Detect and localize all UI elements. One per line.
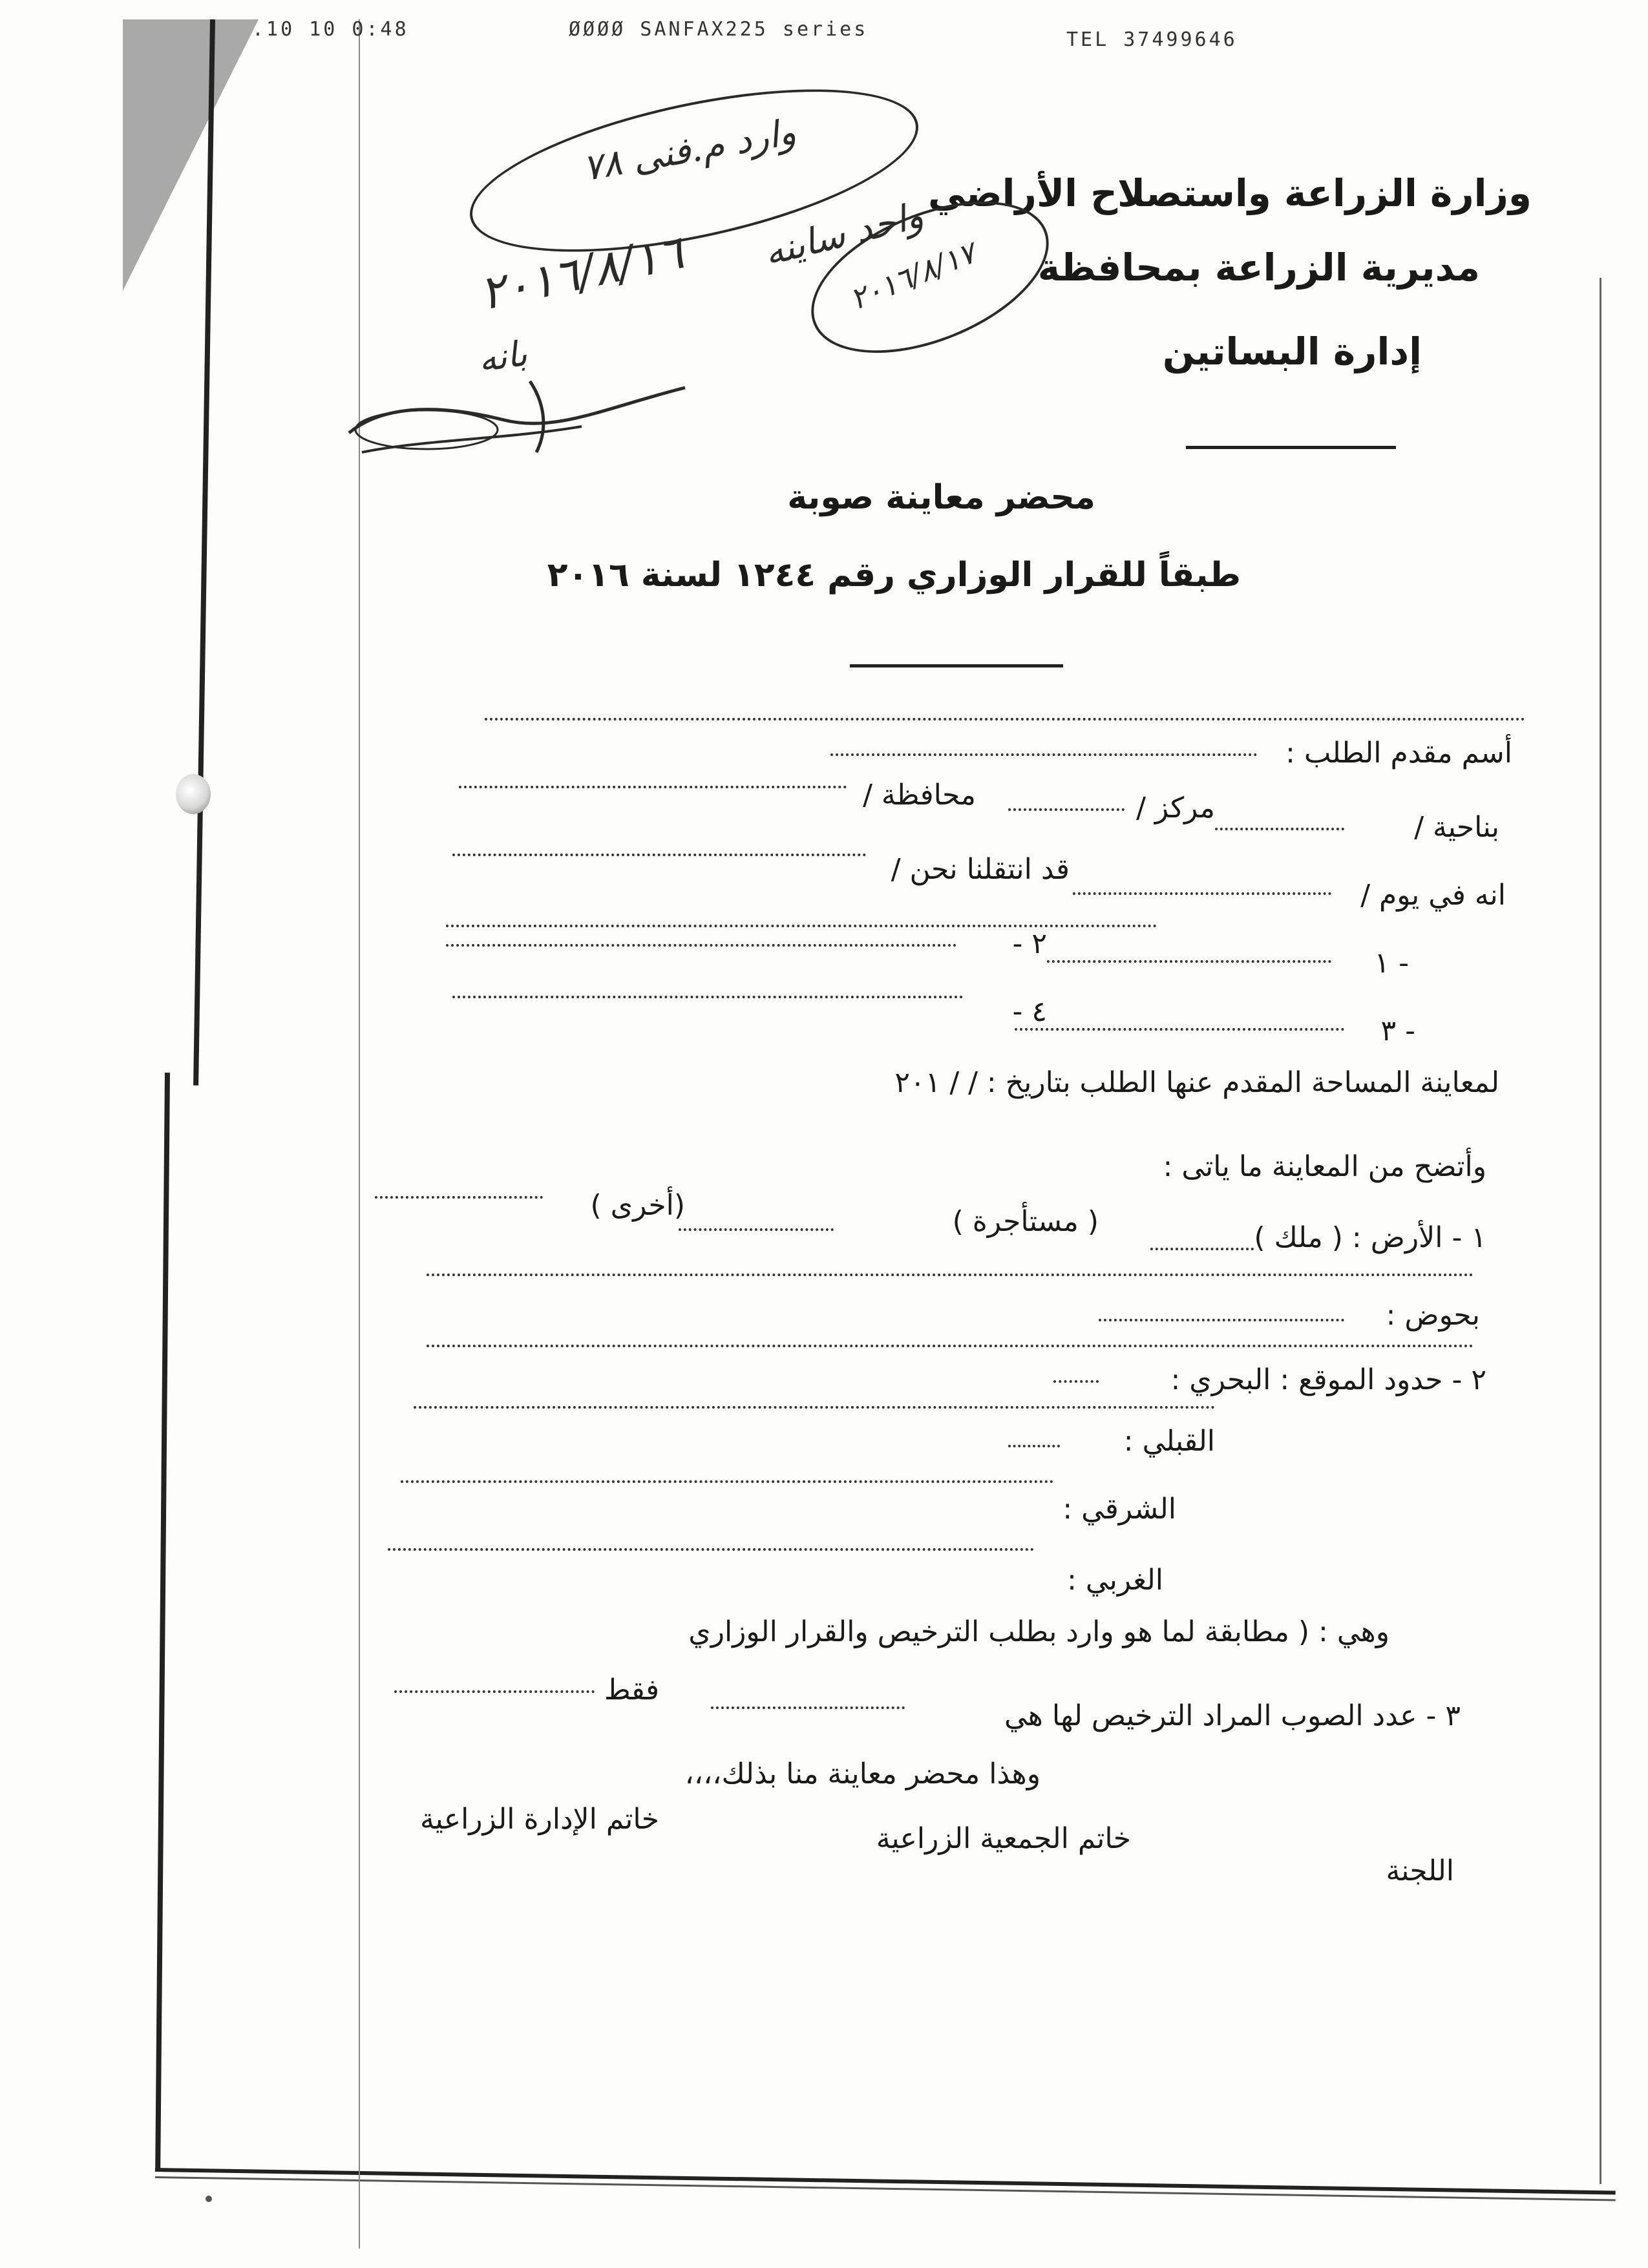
moved-label: قد انتقلنا نحن /	[891, 853, 1070, 886]
association-stamp-label: خاتم الجمعية الزراعية	[876, 1822, 1131, 1855]
bottom-dot	[206, 2196, 212, 2202]
applicant-dots	[830, 746, 1257, 759]
basin-dots	[1099, 1312, 1344, 1324]
member-4-label: - ٤	[1012, 995, 1047, 1028]
dotted-line	[452, 846, 866, 859]
ministry-name: وزارة الزراعة واستصلاح الأراضي	[927, 171, 1532, 215]
stamp-date: ٢٠١٦/٨/١٧	[845, 235, 980, 317]
member-3-label: ٣ -	[1380, 1014, 1415, 1047]
match-statement: وهي : ( مطابقة لما هو وارد بطلب الترخيص والقرار الوزاري	[688, 1615, 1389, 1648]
governorate-label: محافظة /	[863, 779, 976, 812]
center-label: مركز /	[1136, 792, 1215, 824]
directorate-name: مديرية الزراعة بمحافظة	[1037, 246, 1480, 289]
count-dots	[711, 1699, 905, 1712]
village-dots	[1215, 821, 1344, 833]
border-south-label: القبلي :	[1123, 1425, 1215, 1458]
findings-label: وأتضح من المعاينة ما ياتى :	[1163, 1150, 1486, 1183]
title-underline	[850, 664, 1063, 667]
other-dots	[375, 1189, 543, 1201]
border-south-dots	[1008, 1438, 1060, 1450]
dotted-line	[401, 1473, 1053, 1486]
dotted-line	[427, 1266, 1474, 1279]
borders-north-label: ٢ - حدود الموقع : البحري :	[1170, 1363, 1486, 1396]
dotted-line	[414, 1399, 1215, 1411]
handwritten-signature	[336, 362, 698, 478]
land-rented-label: ( مستأجرة )	[952, 1205, 1099, 1238]
member-1-dots	[1047, 953, 1331, 965]
letterhead-underline	[1186, 446, 1396, 449]
member-3-dots	[1015, 1021, 1344, 1033]
fax-corner-stamp: .10 10 0:48	[252, 18, 409, 41]
dotted-line	[427, 1338, 1474, 1350]
borders-north-dots	[1053, 1373, 1099, 1385]
greenhouse-count-label: ٣ - عدد الصوب المراد الترخيص لها هي	[1004, 1699, 1461, 1732]
fax-machine-id: ØØØØ SANFAX225 series	[569, 18, 869, 41]
land-rented-dots	[679, 1221, 834, 1234]
frame-right-edge	[1600, 278, 1601, 2184]
dotted-line	[446, 918, 1157, 930]
border-west-label: الغربي :	[1067, 1564, 1163, 1597]
village-label: بناحية /	[1414, 811, 1499, 844]
land-owned-dots	[1150, 1241, 1254, 1253]
inspection-date-line: لمعاينة المساحة المقدم عنها الطلب بتاريخ : / / ٢٠١	[894, 1066, 1499, 1099]
punch-hole	[176, 774, 211, 814]
handwritten-side-note: واحد ساينه	[759, 194, 928, 275]
fold-line	[359, 19, 360, 2249]
department-name: إدارة البساتين	[1162, 330, 1422, 373]
basin-label: بحوض :	[1386, 1299, 1480, 1332]
scan-corner-shadow	[123, 19, 259, 291]
member-2-dots	[446, 937, 956, 949]
admin-stamp-label: خاتم الإدارة الزراعية	[419, 1803, 659, 1836]
member-1-label: ١ -	[1374, 947, 1409, 980]
signature-note: بانه	[475, 333, 530, 380]
committee-label: اللجنة	[1386, 1854, 1454, 1887]
form-subtitle: طبقاً للقرار الوزاري رقم ١٢٤٤ لسنة ٢٠١٦	[547, 556, 1241, 594]
form-title: محضر معاينة صوبة	[787, 478, 1095, 517]
dotted-line	[388, 1541, 1034, 1553]
day-dots	[1073, 885, 1331, 898]
land-owned-label: ١ - الأرض : ( ملك )	[1254, 1221, 1486, 1254]
day-label: انه في يوم /	[1360, 879, 1506, 912]
fax-telephone: TEL 37499646	[1066, 28, 1238, 51]
frame-left-edge-lower	[155, 1073, 170, 2171]
dotted-line	[485, 711, 1525, 723]
dotted-line	[459, 779, 847, 791]
dotted-line	[452, 989, 963, 1001]
land-other-label: (أخرى )	[590, 1189, 685, 1222]
member-2-label: - ٢	[1012, 927, 1047, 960]
handwritten-oval-note: وارد م.فنى ٧٨	[579, 110, 799, 190]
only-label: فقط	[604, 1674, 659, 1706]
center-dots	[1008, 801, 1125, 814]
border-east-label: الشرقي :	[1062, 1493, 1176, 1526]
closing-statement: وهذا محضر معاينة منا بذلك،،،،	[684, 1758, 1041, 1790]
count-only-dots	[394, 1683, 595, 1696]
handwritten-date: ٢٠١٦/٨/١٦	[474, 224, 688, 321]
applicant-label: أسم مقدم الطلب :	[1285, 737, 1512, 770]
